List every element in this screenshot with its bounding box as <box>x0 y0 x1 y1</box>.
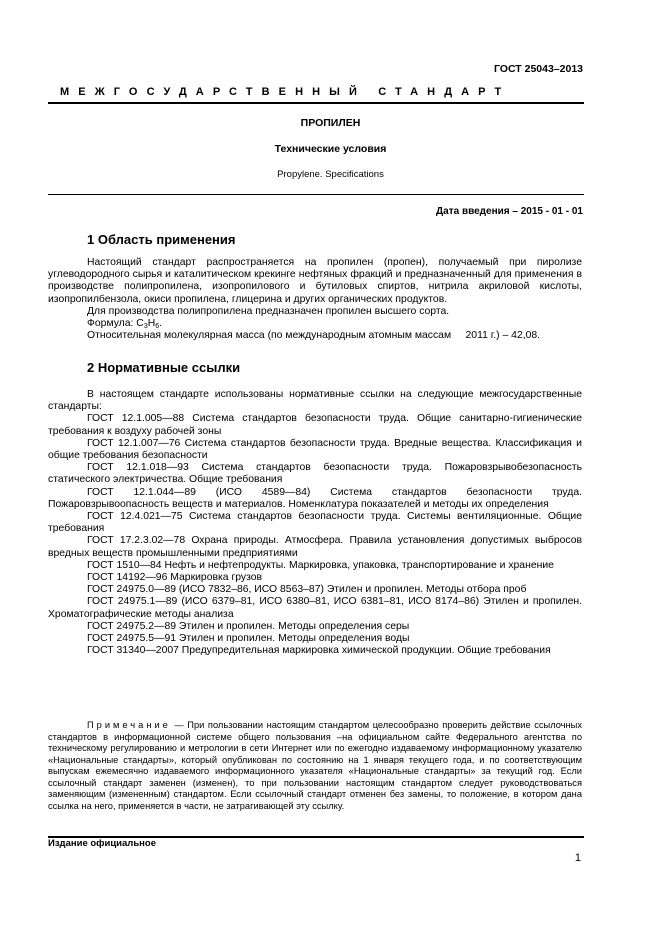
formula-label: Формула: C <box>87 318 144 330</box>
reference-item: ГОСТ 12.1.007—76 Система стандартов безопасности труда. Вредные вещества. Классификация и общие требования безопасности <box>48 437 582 462</box>
reference-item: ГОСТ 12.4.021—75 Система стандартов безопасности труда. Системы вентиляционные. Общие требования <box>48 511 582 535</box>
top-rule <box>48 102 584 104</box>
section-2-heading: 2 Нормативные ссылки <box>87 360 241 375</box>
note-label: Примечание <box>87 720 171 730</box>
section-1-paragraph: Настоящий стандарт распространяется на пропилен (пропен), получаемый при пиролизе углеводородного сырья и каталитическом крекинге нефтяных фракций и предназначенный для применения в производстве полипропилена, изопропилового и бутиловых спиртов, нитрила акриловой кислоты, изопропилбензола, окиси пропилена, глицерина и других органических продуктов. <box>48 257 582 305</box>
formula-subscript: 3 <box>143 323 148 331</box>
reference-item: ГОСТ 1510—84 Нефть и нефтепродукты. Маркировка, упаковка, транспортирование и хранение <box>87 559 554 571</box>
reference-item: ГОСТ 14192—96 Маркировка грузов <box>87 572 263 584</box>
section-1-body <box>48 257 582 342</box>
section-1-heading: 1 Область применения <box>87 232 236 247</box>
english-title: Propylene. Specifications <box>277 169 384 180</box>
reference-item: ГОСТ 24975.1—89 (ИСО 6379–81, ИСО 6380–81, ИСО 6381–81, ИСО 8174–86) Этилен и пропилен. Хроматографические методы анализа <box>48 596 582 620</box>
page-number: 1 <box>574 852 581 864</box>
document-subtitle: Технические условия <box>274 143 387 155</box>
official-edition: Издание официальное <box>48 838 156 849</box>
document-title: ПРОПИЛЕН <box>300 117 361 129</box>
formula-end: . <box>159 318 163 330</box>
reference-item: ГОСТ 12.1.018—93 Система стандартов безопасности труда. Пожаровзрывобезопасность статического электричества. Общие требования <box>48 462 582 486</box>
section-1-paragraph: Для производства полипропилена предназначен пропилен высшего сорта. <box>87 305 450 317</box>
reference-item: ГОСТ 31340—2007 Предупредительная маркировка химической продукции. Общие требования <box>87 645 551 657</box>
section-2-intro: В настоящем стандарте использованы нормативные ссылки на следующие межгосударственные стандарты: <box>48 389 582 413</box>
gost-number: ГОСТ 25043–2013 <box>493 63 583 75</box>
formula-line <box>48 318 582 330</box>
reference-item: ГОСТ 24975.0—89 (ИСО 7832–86, ИСО 8563–87) Этилен и пропилен. Методы отбора проб <box>87 584 527 596</box>
formula-subscript: 6 <box>155 323 160 331</box>
reference-item: ГОСТ 12.1.005—88 Система стандартов безопасности труда. Общие санитарно-гигиенические требования к воздуху рабочей зоны <box>48 413 582 437</box>
molecular-mass: Относительная молекулярная масса (по международным атомным массам 2011 г.) – 42,08. <box>87 330 541 342</box>
reference-item: ГОСТ 12.1.044—89 (ИСО 4589—84) Система стандартов безопасности труда. Пожаровзрывоопасность веществ и материалов. Номенклатура показателей и методы их определения <box>48 486 582 510</box>
reference-item: ГОСТ 24975.2—89 Этилен и пропилен. Методы определения серы <box>87 620 410 632</box>
introduction-date: Дата введения – 2015 - 01 - 01 <box>436 206 583 217</box>
reference-item: ГОСТ 24975.5—91 Этилен и пропилен. Методы определения воды <box>87 633 410 645</box>
formula-element: H <box>147 318 156 330</box>
note-text: — При пользовании настоящим стандартом целесообразно проверить действие ссылочных стандартов в информационной системе общего пользования –на официальном сайте Федерального агентства по техническому регулированию и метрологии в сети Интернет или по ежегодно издаваемому информационному указателю «Национальные стандарты», который опубликован по состоянию на 1 января текущего года, и по соответствующим выпускам ежемесячно издаваемого информационного указателя «Национальные стандарты» за текущий год. Если ссылочный стандарт заменен (изменен), то при пользовании настоящим стандартом следует руководствоваться заменяющим (измененным) стандартом. Если ссылочный стандарт отменен без замены, то положение, в котором дана ссылка на него, применяется в части, не затрагивающей эту ссылку. <box>48 720 582 811</box>
note-block <box>48 720 582 812</box>
title-rule <box>48 194 584 195</box>
reference-item: ГОСТ 17.2.3.02—78 Охрана природы. Атмосфера. Правила установления допустимых выбросов вредных веществ промышленными предприятиями <box>48 535 582 559</box>
section-2-body <box>48 389 582 657</box>
interstate-standard-heading: МЕЖГОСУДАРСТВЕННЫЙ СТАНДАРТ <box>60 86 511 98</box>
